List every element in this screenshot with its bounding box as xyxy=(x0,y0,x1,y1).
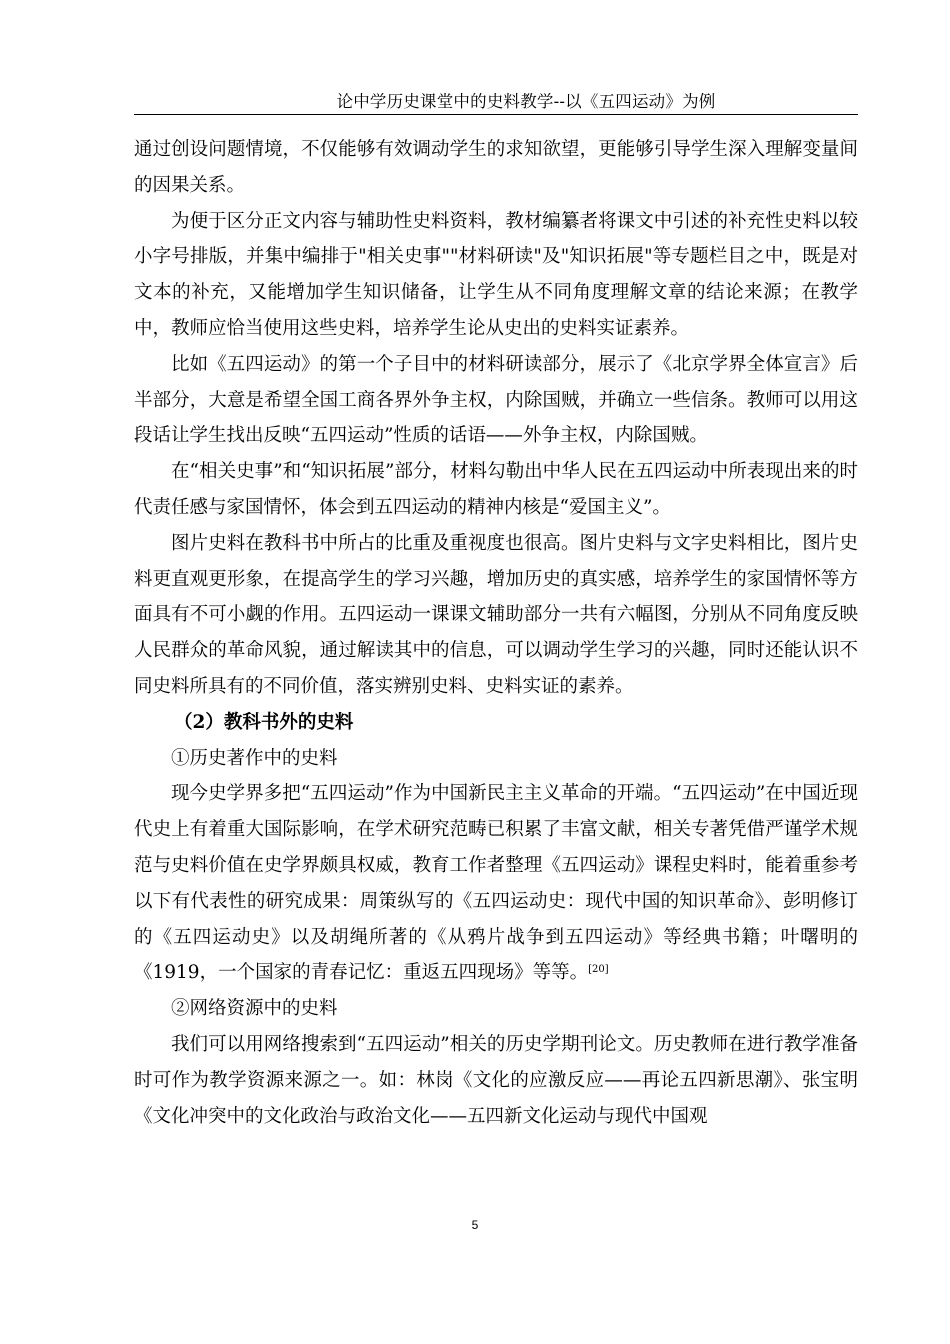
subheading-online-resources: ②网络资源中的史料 xyxy=(171,998,338,1020)
running-header xyxy=(134,92,858,115)
paragraph-7: 我们可以用网络搜索到“五四运动”相关的历史学期刊论文。历史教师在进行教学准备时可作为教学资源来源之一。如：林岗《文化的应激反应——再论五四新思潮》、张宝明《文化冲突中的文化政治与政治文化——五四新文化运动与现代中国观 xyxy=(134,1033,858,1127)
paragraph-3: 比如《五四运动》的第一个子目中的材料研读部分，展示了《北京学界全体宣言》后半部分，大意是希望全国工商各界外争主权，内除国贼，并确立一些信条。教师可以用这段话让学生找出反映“五四运动”性质的话语——外争主权，内除国贼。 xyxy=(134,353,858,447)
subheading-historical-works: ①历史著作中的史料 xyxy=(171,747,338,769)
page-number: 5 xyxy=(471,1218,479,1232)
body-text xyxy=(134,132,858,1134)
citation-marker: [20] xyxy=(588,964,609,976)
paragraph-2: 为便于区分正文内容与辅助性史料资料，教材编纂者将课文中引述的补充性史料以较小字号排版，并集中编排于"相关史事""材料研读"及"知识拓展"等专题栏目之中，既是对文本的补充，又能增加学生知识储备，让学生从不同角度理解文章的结论来源；在教学中，教师应恰当使用这些史料，培养学生论从史出的史料实证素养。 xyxy=(134,210,858,339)
paragraph-5: 图片史料在教科书中所占的比重及重视度也很高。图片史料与文字史料相比，图片史料更直观更形象，在提高学生的学习兴趣，增加历史的真实感，培养学生的家国情怀等方面具有不可小觑的作用。五四运动一课课文辅助部分一共有六幅图，分别从不同角度反映人民群众的革命风貌，通过解读其中的信息，可以调动学生学习的兴趣，同时还能认识不同史料所具有的不同价值，落实辨别史料、史料实证的素养。 xyxy=(134,532,858,697)
section-heading-2: （2）教科书外的史料 xyxy=(174,711,354,733)
paragraph-6-text: 现今史学界多把“五四运动”作为中国新民主主义革命的开端。“五四运动”在中国近现代史上有着重大国际影响，在学术研究范畴已积累了丰富文献，相关专著凭借严谨学术规范与史料价值在史学界颇具权威，教育工作者整理《五四运动》课程史料时，能着重参考以下有代表性的研究成果：周策纵写的《五四运动史：现代中国的知识革命》、彭明修订的《五四运动史》以及胡绳所著的《从鸦片战争到五四运动》等经典书籍；叶曙明的《1919，一个国家的青春记忆：重返五四现场》等等。 xyxy=(134,783,858,984)
paragraph-4: 在“相关史事”和“知识拓展”部分，材料勾勒出中华人民在五四运动中所表现出来的时代责任感与家国情怀，体会到五四运动的精神内核是“爱国主义”。 xyxy=(134,461,858,518)
paragraph-6 xyxy=(134,776,858,991)
paragraph-1: 通过创设问题情境，不仅能够有效调动学生的求知欲望，更能够引导学生深入理解变量间的因果关系。 xyxy=(134,139,858,196)
running-header-title: 论中学历史课堂中的史料教学--以《五四运动》为例 xyxy=(336,92,716,111)
